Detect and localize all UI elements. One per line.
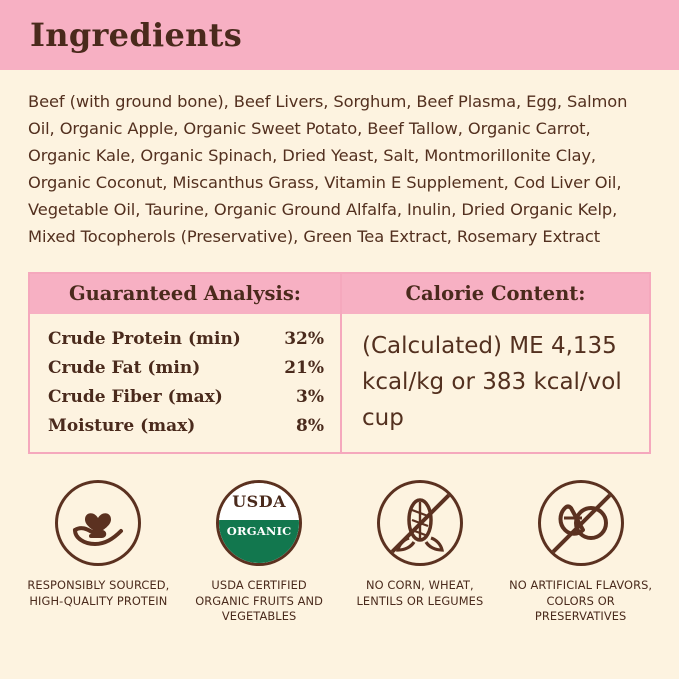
calorie-content-panel <box>342 274 649 452</box>
ingredients-section <box>0 70 679 250</box>
ga-label: Crude Fat (min) <box>48 357 201 378</box>
ingredients-list: Beef (with ground bone), Beef Livers, Sorghum, Beef Plasma, Egg, Salmon Oil, Organic Apple, Organic Sweet Potato, Beef Tallow, Organic Carrot, Organic Kale, Organic Spinach, Dried Yeast, Salt, Montmorillonite Clay, Organic Coconut, Miscanthus Grass, Vitamin E Supplement, Cod Liver Oil, Vegetable Oil, Taurine, Organic Ground Alfalfa, Inulin, Dried Organic Kelp, Mixed Tocopherols (Preservative), Green Tea Extract, Rosemary Extract <box>28 92 628 246</box>
ga-label: Moisture (max) <box>48 415 196 436</box>
ga-value: 21% <box>284 357 324 378</box>
badge-usda-organic <box>179 480 340 625</box>
badge-row <box>0 480 679 625</box>
guaranteed-analysis-title: Guaranteed Analysis: <box>30 274 340 314</box>
page-title: Ingredients <box>30 16 243 54</box>
calorie-content-text: (Calculated) ME 4,135 kcal/kg or 383 kcal/vol cup <box>362 333 622 431</box>
ga-value: 8% <box>296 415 324 436</box>
analysis-panels <box>28 272 651 454</box>
no-corn-icon <box>377 480 463 566</box>
badge-no-corn <box>340 480 501 625</box>
badge-caption: USDA CERTIFIED ORGANIC FRUITS AND VEGETABLES <box>195 578 324 623</box>
ga-label: Crude Protein (min) <box>48 328 241 349</box>
badge-no-artificial <box>500 480 661 625</box>
badge-caption: NO ARTIFICIAL FLAVORS, COLORS OR PRESERVATIVES <box>509 578 653 623</box>
table-row <box>48 382 324 411</box>
calorie-content-title: Calorie Content: <box>342 274 649 314</box>
heart-in-hand-icon <box>55 480 141 566</box>
badge-caption: RESPONSIBLY SOURCED, HIGH-QUALITY PROTEIN <box>27 578 170 608</box>
badge-responsibly-sourced <box>18 480 179 625</box>
table-row <box>48 324 324 353</box>
table-row <box>48 353 324 382</box>
badge-caption: NO CORN, WHEAT, LENTILS OR LEGUMES <box>356 578 484 608</box>
ga-value: 3% <box>296 386 324 407</box>
ga-label: Crude Fiber (max) <box>48 386 223 407</box>
ga-value: 32% <box>284 328 324 349</box>
table-row <box>48 411 324 440</box>
usda-seal-top: USDA <box>232 491 287 511</box>
ingredients-header <box>0 0 679 70</box>
usda-organic-seal-icon <box>216 480 302 566</box>
usda-seal-bottom: ORGANIC <box>226 523 292 538</box>
no-artificial-flavors-icon <box>538 480 624 566</box>
guaranteed-analysis-body <box>30 314 340 452</box>
guaranteed-analysis-panel <box>30 274 342 452</box>
